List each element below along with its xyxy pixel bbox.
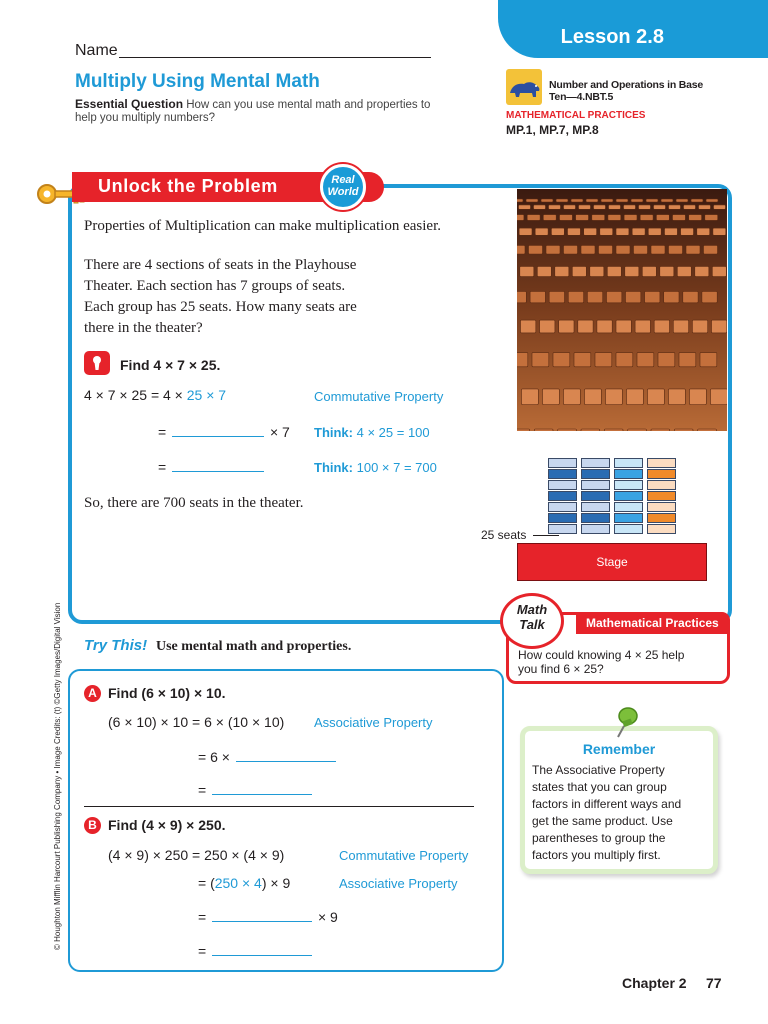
real-world-line-1: Real [331, 174, 355, 186]
try-this-instruction: Use mental math and properties. [156, 639, 352, 654]
theater-seat [705, 215, 718, 221]
theater-seat [535, 228, 548, 235]
seat-block [614, 502, 643, 512]
seat-block [614, 469, 643, 479]
remember-line: The Associative Property [532, 763, 665, 777]
theater-seat [537, 267, 551, 277]
answer-blank[interactable] [212, 921, 312, 922]
seat-block [647, 469, 676, 479]
equation-text: = ( [198, 875, 215, 891]
theater-seat [673, 215, 686, 221]
theater-seat [677, 267, 691, 277]
seat-block [548, 513, 577, 523]
mathematical-practices-list: MP.1, MP.7, MP.8 [506, 123, 599, 137]
remember-line: get the same product. Use [532, 814, 673, 828]
theater-seat [534, 205, 546, 209]
seats-label: 25 seats [481, 528, 527, 542]
pushpin-icon [612, 706, 640, 745]
theater-seat [698, 429, 717, 431]
seat-block [581, 458, 610, 468]
part-a-associative-label: Associative Property [314, 715, 433, 730]
theater-seat [625, 267, 639, 277]
theater-seat [581, 245, 595, 254]
theater-seat [712, 267, 726, 277]
answer-blank[interactable] [172, 471, 264, 472]
theater-seats-photo [517, 189, 727, 431]
seat-block [581, 502, 610, 512]
seat-block [647, 502, 676, 512]
math-talk-header-text: Mathematical Practices [586, 616, 719, 630]
theater-seat [704, 245, 718, 254]
seat-block [548, 524, 577, 534]
seat-block [614, 513, 643, 523]
theater-seat [572, 267, 586, 277]
answer-blank[interactable] [236, 761, 336, 762]
theater-seat [546, 245, 560, 254]
part-b-equation-2 [198, 875, 290, 891]
theater-seat [520, 267, 534, 277]
theater-seat [651, 245, 665, 254]
theater-seat [551, 228, 564, 235]
theater-seat [616, 228, 629, 235]
seat-block [614, 491, 643, 501]
theater-seat [648, 389, 665, 405]
part-b-equation-4 [198, 943, 312, 959]
divider [84, 806, 474, 807]
part-a-find: Find (6 × 10) × 10. [108, 685, 226, 701]
theater-seat [626, 291, 641, 302]
theater-seat [597, 320, 612, 333]
seat-block [614, 524, 643, 534]
theater-seat [606, 389, 623, 405]
theater-seat [624, 205, 636, 209]
part-a-marker [84, 684, 101, 702]
equation-1-left: 4 × 7 × 25 = 4 × [84, 387, 187, 403]
theater-seat [530, 291, 545, 302]
part-b-associative-label: Associative Property [339, 876, 458, 891]
equals-sign: = [158, 424, 167, 440]
seat-block [548, 502, 577, 512]
theater-seat [624, 215, 637, 221]
theater-seat [699, 205, 711, 209]
theater-seat [642, 267, 656, 277]
stage-label: Stage [596, 555, 628, 569]
think-hint-1 [314, 425, 430, 440]
seat-block [647, 524, 676, 534]
part-b-commutative-label: Commutative Property [339, 848, 469, 863]
seat-groups-diagram [548, 458, 682, 544]
bear-logo-icon [506, 69, 542, 105]
image-credits: © Houghton Mifflin Harcourt Publishing Company • Image Credits: (t) ©Getty Images/Digital Vision [53, 602, 62, 950]
remember-line: factors in different ways and [532, 797, 682, 811]
theater-seat [559, 320, 574, 333]
part-b-find: Find (4 × 9) × 250. [108, 817, 226, 833]
lesson-title: Multiply Using Mental Math [75, 71, 320, 92]
theater-seat [599, 245, 613, 254]
theater-seat [564, 205, 576, 209]
theater-seat [517, 199, 523, 202]
commutative-property-label: Commutative Property [314, 389, 444, 404]
math-talk-header [576, 612, 730, 634]
theater-seat [608, 215, 621, 221]
theater-seat [700, 353, 717, 367]
seat-block [614, 458, 643, 468]
math-talk-bubble [500, 593, 564, 649]
theater-seat [517, 245, 525, 254]
problem-line: Theater. Each section has 7 groups of seats. [84, 278, 346, 294]
theater-seat [522, 389, 539, 405]
problem-line: there in the theater? [84, 320, 203, 336]
theater-seat [558, 429, 577, 431]
theater-seat [681, 228, 694, 235]
answer-blank[interactable] [212, 955, 312, 956]
standard-line-2: Ten—4.NBT.5 [549, 91, 614, 103]
theater-seat [576, 215, 589, 221]
essential-question [75, 98, 445, 125]
equals-sign: = [198, 943, 207, 959]
theater-seat [590, 267, 604, 277]
real-world-badge [320, 164, 366, 210]
mathematical-practices-label: MATHEMATICAL PRACTICES [506, 110, 646, 121]
math-talk-bubble-line: Talk [519, 617, 545, 632]
theater-seat [616, 245, 630, 254]
theater-seat [632, 228, 645, 235]
remember-line: parentheses to group the [532, 831, 666, 845]
theater-seat [674, 429, 693, 431]
theater-seat [584, 228, 597, 235]
keyhole-icon [84, 351, 110, 375]
seat-block [548, 480, 577, 490]
standard-text [549, 79, 703, 103]
theater-seat [564, 389, 581, 405]
theater-seat [665, 228, 678, 235]
equals-sign: = [158, 459, 167, 475]
problem-line: There are 4 sections of seats in the Playhouse [84, 257, 357, 273]
think-text: 4 × 25 = 100 [356, 425, 430, 440]
equation-blue: 250 × 4 [214, 875, 262, 891]
equation-text: ) × 9 [261, 875, 291, 891]
real-world-line-2: World [327, 186, 359, 198]
theater-seat [712, 320, 727, 333]
remember-box [520, 726, 718, 874]
part-b-equation-3 [198, 909, 338, 925]
footer-page-number: 77 [706, 975, 722, 991]
theater-seat [587, 291, 602, 302]
part-b-marker [84, 816, 101, 834]
theater-seat [517, 353, 528, 367]
theater-seat [660, 267, 674, 277]
seat-block [581, 480, 610, 490]
theater-seat [532, 353, 549, 367]
seat-block [647, 491, 676, 501]
theater-seat [689, 215, 702, 221]
seat-block [581, 513, 610, 523]
theater-seat [640, 215, 653, 221]
remember-text [532, 762, 681, 864]
lesson-number: Lesson 2.8 [560, 26, 664, 48]
theater-seat [616, 320, 631, 333]
problem-text [84, 255, 357, 339]
theater-seat [639, 205, 651, 209]
theater-seat [669, 389, 686, 405]
theater-seat [527, 215, 540, 221]
theater-seat [697, 228, 710, 235]
theater-seat [581, 429, 600, 431]
seat-block [581, 491, 610, 501]
theater-seat [586, 199, 598, 202]
theater-seat [669, 205, 681, 209]
theater-seat [592, 215, 605, 221]
seat-block [581, 469, 610, 479]
theater-seat [560, 215, 573, 221]
theater-seat [517, 291, 526, 302]
essential-question-label: Essential Question [75, 97, 184, 111]
seat-block [548, 469, 577, 479]
theater-seat [686, 245, 700, 254]
theater-seat [634, 245, 648, 254]
theater-seat [595, 353, 612, 367]
theater-seat [713, 228, 726, 235]
theater-seat [645, 291, 660, 302]
theater-seat [664, 291, 679, 302]
lesson-tab [498, 0, 768, 58]
theater-seat [627, 389, 644, 405]
part-a-equation-2 [198, 749, 336, 765]
theater-seat [594, 205, 606, 209]
theater-seat [578, 320, 593, 333]
theater-seat [692, 320, 707, 333]
problem-line: Each group has 25 seats. How many seats are [84, 299, 357, 315]
math-talk-line: How could knowing 4 × 25 help [518, 648, 685, 662]
think-label: Think: [314, 425, 353, 440]
conclusion-text: So, there are 700 seats in the theater. [84, 495, 304, 511]
theater-seat [534, 429, 553, 431]
seat-block [647, 480, 676, 490]
math-talk-line: you find 6 × 25? [518, 662, 604, 676]
theater-seat [691, 199, 703, 202]
try-this-label: Try This! [84, 637, 148, 654]
theater-seat [631, 199, 643, 202]
theater-seat [656, 215, 669, 221]
theater-seat [571, 199, 583, 202]
theater-seat [568, 228, 581, 235]
theater-seat [635, 320, 650, 333]
theater-seat [541, 199, 553, 202]
theater-seat [564, 245, 578, 254]
equation-1-blue: 25 × 7 [186, 387, 227, 403]
theater-seat [555, 267, 569, 277]
seat-block [548, 491, 577, 501]
theater-seat [543, 389, 560, 405]
think-hint-2 [314, 460, 437, 475]
seat-block [548, 458, 577, 468]
equals-sign: = [198, 782, 207, 798]
part-a-equation-3 [198, 782, 312, 798]
seat-block [647, 513, 676, 523]
seat-block [614, 480, 643, 490]
theater-seat [568, 291, 583, 302]
theater-seat [609, 205, 621, 209]
theater-seat [604, 429, 623, 431]
theater-seat [714, 205, 726, 209]
name-line[interactable] [119, 57, 431, 58]
part-a-letter: A [84, 685, 101, 702]
theater-seat [654, 320, 669, 333]
remember-line: states that you can group [532, 780, 667, 794]
seat-block [647, 458, 676, 468]
part-a-equation-1: (6 × 10) × 10 = 6 × (10 × 10) [108, 714, 285, 730]
equation-tail: × 9 [317, 909, 338, 925]
seats-pointer-line [533, 535, 559, 536]
theater-seat [616, 353, 633, 367]
theater-seat [654, 205, 666, 209]
theater-seat [637, 353, 654, 367]
theater-seat [648, 228, 661, 235]
theater-seat [616, 199, 628, 202]
equation-line-2 [158, 424, 290, 440]
theater-seat [600, 228, 613, 235]
theater-seat [549, 291, 564, 302]
math-talk-question [518, 648, 684, 676]
theater-seat [529, 245, 543, 254]
theater-seat [628, 429, 647, 431]
essential-question-text: How can you use mental math and properties to help you multiply numbers? [75, 99, 431, 124]
theater-seat [521, 320, 536, 333]
theater-seat [646, 199, 658, 202]
theater-seat [702, 291, 717, 302]
remember-line: factors you multiply first. [532, 848, 661, 862]
equals-sign: = [198, 909, 207, 925]
theater-seat [607, 291, 622, 302]
equation-line-3 [158, 459, 266, 475]
theater-seat [673, 320, 688, 333]
theater-seat [517, 215, 524, 221]
find-instruction: Find 4 × 7 × 25. [120, 357, 221, 373]
theater-seat [519, 228, 532, 235]
theater-seat [574, 353, 591, 367]
theater-seat [658, 353, 675, 367]
theater-seat [543, 215, 556, 221]
part-b-letter: B [84, 817, 101, 834]
equation-text: = 6 × [198, 749, 230, 765]
math-talk-bubble-line: Math [516, 602, 548, 617]
theater-seat [553, 353, 570, 367]
theater-seat [684, 205, 696, 209]
theater-seat [690, 389, 707, 405]
theater-seat [556, 199, 568, 202]
theater-seat [526, 199, 538, 202]
theater-seat [517, 429, 530, 431]
standard-line-1: Number and Operations in Base [549, 79, 704, 91]
answer-blank[interactable] [212, 794, 312, 795]
stage [517, 543, 707, 581]
theater-seat [549, 205, 561, 209]
theater-seat [519, 205, 531, 209]
part-b-equation-1: (4 × 9) × 250 = 250 × (4 × 9) [108, 847, 285, 863]
equation-line-1 [84, 387, 226, 403]
theater-seat [711, 389, 728, 405]
intro-text: Properties of Multiplication can make multiplication easier. [84, 218, 441, 234]
theater-seat [669, 245, 683, 254]
theater-seat [683, 291, 698, 302]
think-label: Think: [314, 460, 353, 475]
seat-block [581, 524, 610, 534]
theater-seat [579, 205, 591, 209]
equation-2-tail: × 7 [269, 424, 290, 440]
footer-chapter: Chapter 2 [622, 975, 687, 991]
theater-seat [540, 320, 555, 333]
theater-seat [695, 267, 709, 277]
theater-seat [706, 199, 718, 202]
theater-seat [607, 267, 621, 277]
theater-seat [651, 429, 670, 431]
theater-seat [585, 389, 602, 405]
think-text: 100 × 7 = 700 [356, 460, 437, 475]
theater-seat [601, 199, 613, 202]
unlock-problem-title: Unlock the Problem [98, 176, 278, 196]
theater-seat [661, 199, 673, 202]
remember-title: Remember [582, 741, 656, 757]
name-label: Name [75, 42, 118, 59]
answer-blank[interactable] [172, 436, 264, 437]
theater-seat [676, 199, 688, 202]
theater-seat [679, 353, 696, 367]
